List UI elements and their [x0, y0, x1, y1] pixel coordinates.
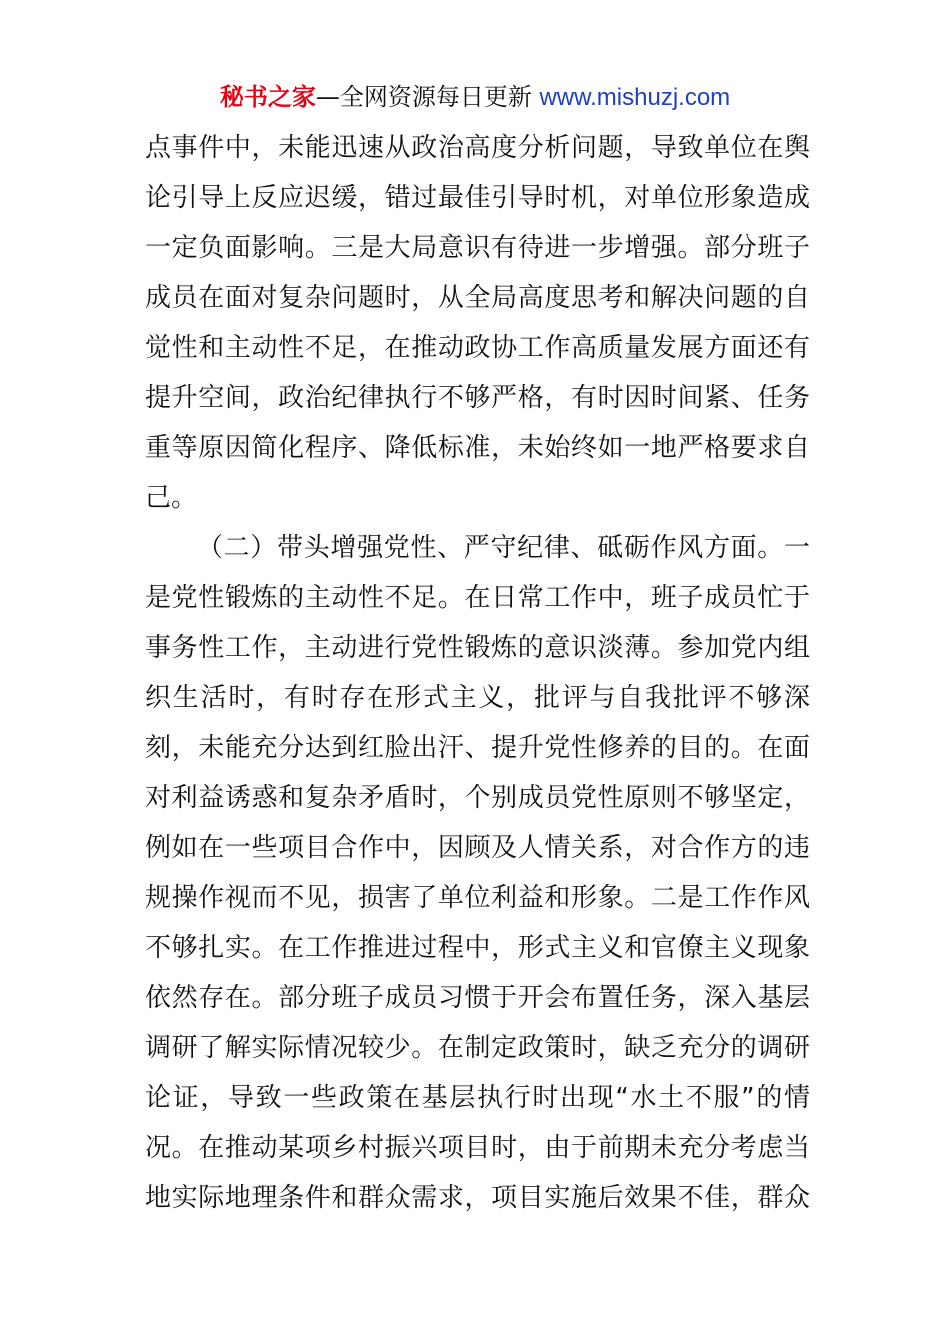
text-line: 规操作视而不见，损害了单位利益和形象。二是工作作风	[145, 883, 810, 913]
text-line: 对利益诱惑和复杂矛盾时，个别成员党性原则不够坚定，	[145, 783, 810, 813]
text-line: 刻，未能充分达到红脸出汗、提升党性修养的目的。在面	[145, 733, 810, 763]
text-line: 一定负面影响。三是大局意识有待进一步增强。部分班子	[145, 233, 810, 263]
text-line: 事务性工作，主动进行党性锻炼的意识淡薄。参加党内组	[145, 633, 810, 663]
text-line: 调研了解实际情况较少。在制定政策时，缺乏充分的调研	[145, 1033, 810, 1063]
text-line: 地实际地理条件和群众需求，项目实施后效果不佳，群众	[145, 1183, 810, 1213]
text-line: 论引导上反应迟缓，错过最佳引导时机，对单位形象造成	[145, 183, 810, 213]
text-line: 觉性和主动性不足，在推动政协工作高质量发展方面还有	[145, 333, 810, 363]
text-line: 不够扎实。在工作推进过程中，形式主义和官僚主义现象	[145, 933, 810, 963]
text-line: 重等原因简化程序、降低标准，未始终如一地严格要求自	[145, 433, 810, 463]
text-line-paragraph-end: 己。	[145, 483, 198, 513]
header-tagline: —全网资源每日更新	[315, 83, 540, 111]
text-line: 点事件中，未能迅速从政治高度分析问题，导致单位在舆	[145, 133, 810, 163]
site-url-link[interactable]: www.mishuzj.com	[539, 84, 731, 111]
site-brand: 秘书之家	[219, 83, 316, 111]
text-line: 况。在推动某项乡村振兴项目时，由于前期未充分考虑当	[145, 1133, 810, 1163]
section-heading-line: （二）带头增强党性、严守纪律、砥砺作风方面。一	[197, 533, 810, 563]
text-line: 成员在面对复杂问题时，从全局高度思考和解决问题的自	[145, 283, 810, 313]
text-line: 是党性锻炼的主动性不足。在日常工作中，班子成员忙于	[145, 583, 810, 613]
site-header	[0, 80, 950, 115]
text-line: 例如在一些项目合作中，因顾及人情关系，对合作方的违	[145, 833, 810, 863]
text-line: 织生活时，有时存在形式主义，批评与自我批评不够深	[145, 683, 810, 713]
document-body	[145, 123, 810, 1223]
text-line: 依然存在。部分班子成员习惯于开会布置任务，深入基层	[145, 983, 810, 1013]
text-line: 论证，导致一些政策在基层执行时出现“水土不服”的情	[145, 1083, 810, 1113]
text-line: 提升空间，政治纪律执行不够严格，有时因时间紧、任务	[145, 383, 810, 413]
